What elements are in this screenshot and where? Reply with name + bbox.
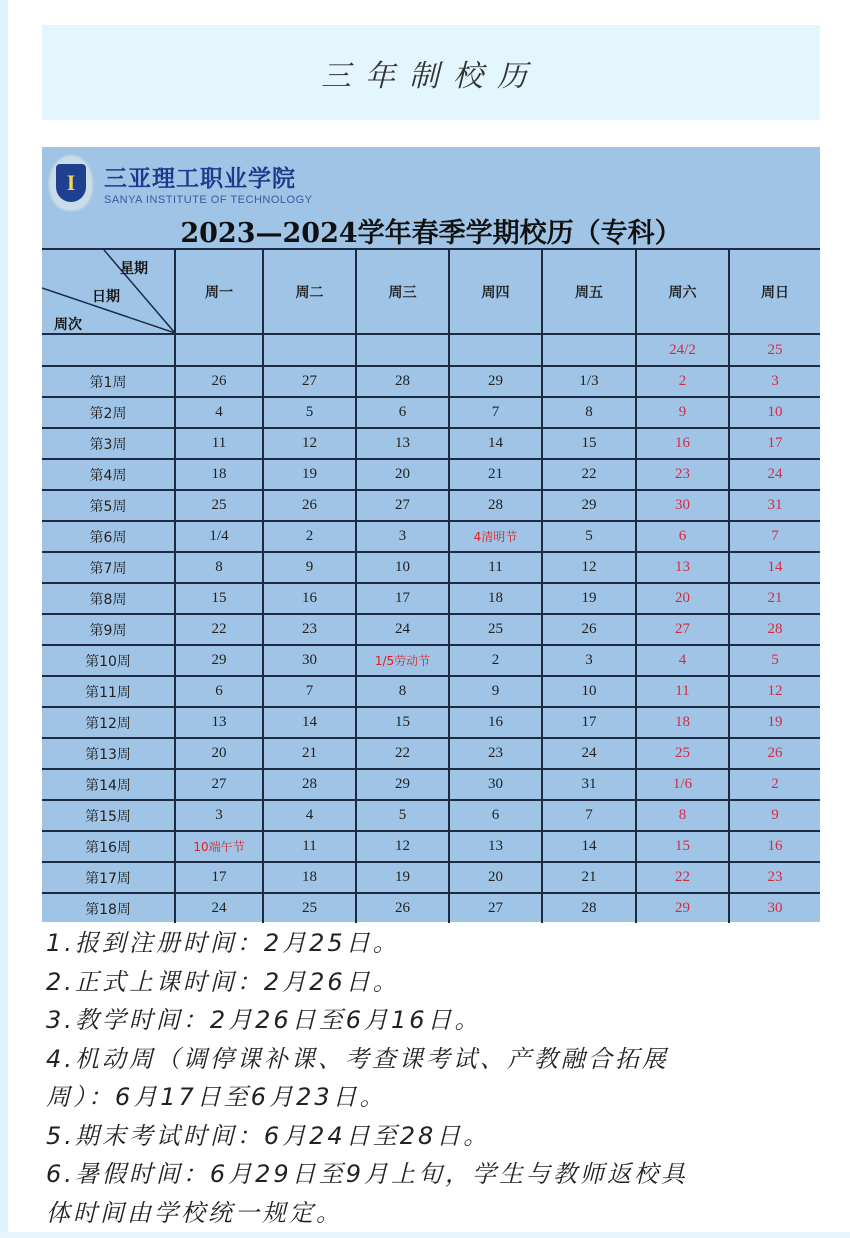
weekend-date-cell: 4	[636, 645, 729, 676]
date-cell: 24	[175, 893, 263, 923]
date-cell: 5	[542, 521, 636, 552]
week-label-cell: 第5周	[42, 490, 175, 521]
page-title: 三年制校历	[321, 58, 541, 94]
date-cell: 1/3	[542, 366, 636, 397]
date-cell: 24	[356, 614, 449, 645]
weekend-date-cell: 17	[729, 428, 820, 459]
date-cell: 22	[542, 459, 636, 490]
week-label-cell: 第12周	[42, 707, 175, 738]
date-cell: 27	[263, 366, 356, 397]
date-cell: 5	[263, 397, 356, 428]
date-cell: 17	[356, 583, 449, 614]
date-cell	[175, 334, 263, 366]
corner-label-date: 日期	[92, 289, 120, 305]
date-cell: 15	[356, 707, 449, 738]
week-label-cell: 第3周	[42, 428, 175, 459]
corner-label-weekday: 星期	[120, 261, 148, 277]
date-cell: 22	[175, 614, 263, 645]
calendar-week-row	[42, 459, 820, 490]
weekday-header: 周日	[729, 249, 820, 334]
date-cell: 18	[263, 862, 356, 893]
date-cell: 8	[175, 552, 263, 583]
note-line: 6.暑假时间：6月29日至9月上旬，学生与教师返校具	[46, 1160, 688, 1188]
date-cell: 29	[542, 490, 636, 521]
date-cell: 26	[542, 614, 636, 645]
week-label-cell: 第16周	[42, 831, 175, 862]
calendar-week-row	[42, 738, 820, 769]
date-cell: 13	[175, 707, 263, 738]
date-cell	[449, 334, 542, 366]
corner-header-cell	[42, 249, 175, 334]
date-cell: 19	[542, 583, 636, 614]
weekend-date-cell: 25	[729, 334, 820, 366]
date-cell: 15	[542, 428, 636, 459]
date-cell: 30	[263, 645, 356, 676]
calendar-week-row	[42, 428, 820, 459]
date-cell: 3	[356, 521, 449, 552]
date-cell: 11	[175, 428, 263, 459]
weekend-date-cell: 1/6	[636, 769, 729, 800]
school-crest-icon	[48, 154, 94, 212]
weekday-header: 周六	[636, 249, 729, 334]
calendar-week-row	[42, 769, 820, 800]
calendar-week-row	[42, 645, 820, 676]
date-cell: 4	[175, 397, 263, 428]
weekend-date-cell: 12	[729, 676, 820, 707]
weekend-date-cell: 11	[636, 676, 729, 707]
note-line: 3.教学时间：2月26日至6月16日。	[46, 1006, 482, 1034]
weekend-date-cell: 16	[636, 428, 729, 459]
weekend-date-cell: 24	[729, 459, 820, 490]
calendar-week-row	[42, 800, 820, 831]
date-cell: 17	[542, 707, 636, 738]
weekend-date-cell: 30	[636, 490, 729, 521]
date-cell: 25	[449, 614, 542, 645]
weekend-date-cell: 7	[729, 521, 820, 552]
week-label-cell: 第8周	[42, 583, 175, 614]
week-label-cell: 第14周	[42, 769, 175, 800]
date-cell: 25	[263, 893, 356, 923]
weekend-date-cell: 2	[636, 366, 729, 397]
weekday-header: 周三	[356, 249, 449, 334]
date-cell: 18	[449, 583, 542, 614]
date-cell: 20	[356, 459, 449, 490]
date-cell: 10	[356, 552, 449, 583]
weekend-date-cell: 29	[636, 893, 729, 923]
week-label-cell: 第4周	[42, 459, 175, 490]
weekend-date-cell: 27	[636, 614, 729, 645]
date-cell: 22	[356, 738, 449, 769]
weekend-date-cell: 8	[636, 800, 729, 831]
calendar-title: 2023—2024学年春季学期校历（专科）	[180, 218, 682, 249]
shield-icon: I	[56, 164, 86, 202]
date-cell: 28	[263, 769, 356, 800]
corner-label-week: 周次	[54, 317, 82, 333]
date-cell: 28	[356, 366, 449, 397]
date-cell: 30	[449, 769, 542, 800]
week-label-cell: 第13周	[42, 738, 175, 769]
weekend-date-cell: 28	[729, 614, 820, 645]
weekend-date-cell: 19	[729, 707, 820, 738]
calendar-week-row	[42, 583, 820, 614]
date-cell: 16	[263, 583, 356, 614]
date-cell	[263, 334, 356, 366]
date-cell: 5	[356, 800, 449, 831]
date-cell: 7	[542, 800, 636, 831]
weekend-date-cell: 18	[636, 707, 729, 738]
weekend-date-cell: 13	[636, 552, 729, 583]
date-cell: 31	[542, 769, 636, 800]
week-label-cell: 第1周	[42, 366, 175, 397]
school-name-en: SANYA INSTITUTE OF TECHNOLOGY	[104, 194, 313, 206]
date-cell: 27	[175, 769, 263, 800]
note-line: 2.正式上课时间：2月26日。	[46, 967, 400, 996]
date-cell: 23	[449, 738, 542, 769]
calendar-prefix-row	[42, 334, 820, 366]
date-cell	[356, 334, 449, 366]
week-label-cell: 第10周	[42, 645, 175, 676]
calendar-week-row	[42, 893, 820, 923]
date-cell: 8	[356, 676, 449, 707]
date-cell: 25	[175, 490, 263, 521]
date-cell: 9	[263, 552, 356, 583]
calendar-header-row	[42, 249, 820, 334]
week-label-cell: 第6周	[42, 521, 175, 552]
date-cell: 4	[263, 800, 356, 831]
date-cell: 28	[449, 490, 542, 521]
week-label-cell: 第15周	[42, 800, 175, 831]
weekend-date-cell: 21	[729, 583, 820, 614]
date-cell: 27	[449, 893, 542, 923]
date-cell: 24	[542, 738, 636, 769]
calendar-week-row	[42, 614, 820, 645]
holiday-date-cell: 10端午节	[175, 831, 263, 862]
date-cell: 17	[175, 862, 263, 893]
weekend-date-cell: 9	[729, 800, 820, 831]
left-edge-stripe	[0, 0, 8, 1238]
date-cell: 29	[449, 366, 542, 397]
weekend-date-cell: 25	[636, 738, 729, 769]
date-cell: 10	[542, 676, 636, 707]
weekday-header: 周二	[263, 249, 356, 334]
weekend-date-cell: 20	[636, 583, 729, 614]
week-label-cell	[42, 334, 175, 366]
date-cell: 21	[449, 459, 542, 490]
date-cell: 11	[263, 831, 356, 862]
date-cell: 20	[449, 862, 542, 893]
holiday-date-cell: 1/5劳动节	[356, 645, 449, 676]
date-cell: 14	[263, 707, 356, 738]
week-label-cell: 第17周	[42, 862, 175, 893]
calendar-week-row	[42, 862, 820, 893]
calendar-week-row	[42, 831, 820, 862]
school-header	[48, 151, 312, 215]
holiday-date-cell: 4清明节	[449, 521, 542, 552]
weekend-date-cell: 26	[729, 738, 820, 769]
note-line: 4.机动周（调停课补课、考查课考试、产教融合拓展	[46, 1044, 669, 1073]
school-calendar-image	[42, 147, 820, 922]
weekend-date-cell: 9	[636, 397, 729, 428]
calendar-week-row	[42, 521, 820, 552]
date-cell: 19	[263, 459, 356, 490]
date-cell: 29	[356, 769, 449, 800]
date-cell: 23	[263, 614, 356, 645]
weekend-date-cell: 5	[729, 645, 820, 676]
date-cell: 12	[542, 552, 636, 583]
page-title-banner	[42, 25, 820, 120]
calendar-week-row	[42, 552, 820, 583]
note-line: 体时间由学校统一规定。	[46, 1198, 343, 1227]
date-cell: 2	[263, 521, 356, 552]
calendar-week-row	[42, 676, 820, 707]
date-cell: 13	[356, 428, 449, 459]
date-cell: 7	[449, 397, 542, 428]
calendar-week-row	[42, 490, 820, 521]
weekend-date-cell: 2	[729, 769, 820, 800]
weekend-date-cell: 3	[729, 366, 820, 397]
date-cell: 8	[542, 397, 636, 428]
date-cell: 27	[356, 490, 449, 521]
date-cell: 1/4	[175, 521, 263, 552]
date-cell: 29	[175, 645, 263, 676]
date-cell: 21	[263, 738, 356, 769]
date-cell: 11	[449, 552, 542, 583]
date-cell: 15	[175, 583, 263, 614]
weekend-date-cell: 23	[729, 862, 820, 893]
weekend-date-cell: 16	[729, 831, 820, 862]
date-cell: 7	[263, 676, 356, 707]
bottom-edge-stripe	[0, 1232, 850, 1238]
weekend-date-cell: 22	[636, 862, 729, 893]
weekend-date-cell: 31	[729, 490, 820, 521]
calendar-week-row	[42, 366, 820, 397]
school-name-block	[104, 160, 312, 206]
calendar-table	[42, 248, 820, 923]
calendar-week-row	[42, 707, 820, 738]
date-cell: 16	[449, 707, 542, 738]
date-cell: 26	[263, 490, 356, 521]
date-cell: 20	[175, 738, 263, 769]
date-cell: 28	[542, 893, 636, 923]
date-cell: 12	[263, 428, 356, 459]
date-cell: 26	[356, 893, 449, 923]
date-cell: 13	[449, 831, 542, 862]
date-cell: 3	[542, 645, 636, 676]
weekend-date-cell: 14	[729, 552, 820, 583]
note-line: 周）：6月17日至6月23日。	[46, 1083, 387, 1111]
date-cell: 6	[175, 676, 263, 707]
weekday-header: 周五	[542, 249, 636, 334]
weekend-date-cell: 30	[729, 893, 820, 923]
date-cell: 9	[449, 676, 542, 707]
week-label-cell: 第11周	[42, 676, 175, 707]
date-cell: 3	[175, 800, 263, 831]
note-line: 5.期末考试时间：6月24日至28日。	[46, 1121, 491, 1150]
week-label-cell: 第9周	[42, 614, 175, 645]
weekend-date-cell: 10	[729, 397, 820, 428]
date-cell: 19	[356, 862, 449, 893]
date-cell: 14	[449, 428, 542, 459]
weekend-date-cell: 6	[636, 521, 729, 552]
date-cell: 26	[175, 366, 263, 397]
weekend-date-cell: 23	[636, 459, 729, 490]
weekend-date-cell: 15	[636, 831, 729, 862]
date-cell: 6	[449, 800, 542, 831]
date-cell: 12	[356, 831, 449, 862]
weekend-date-cell: 24/2	[636, 334, 729, 366]
date-cell: 6	[356, 397, 449, 428]
week-label-cell: 第7周	[42, 552, 175, 583]
week-label-cell: 第2周	[42, 397, 175, 428]
weekday-header: 周四	[449, 249, 542, 334]
weekday-header: 周一	[175, 249, 263, 334]
note-line: 1.报到注册时间：2月25日。	[46, 929, 400, 957]
date-cell: 21	[542, 862, 636, 893]
school-name-cn: 三亚理工职业学院	[104, 166, 296, 192]
date-cell	[542, 334, 636, 366]
notes-list	[46, 924, 826, 1232]
date-cell: 14	[542, 831, 636, 862]
week-label-cell: 第18周	[42, 893, 175, 923]
date-cell: 18	[175, 459, 263, 490]
calendar-week-row	[42, 397, 820, 428]
date-cell: 2	[449, 645, 542, 676]
